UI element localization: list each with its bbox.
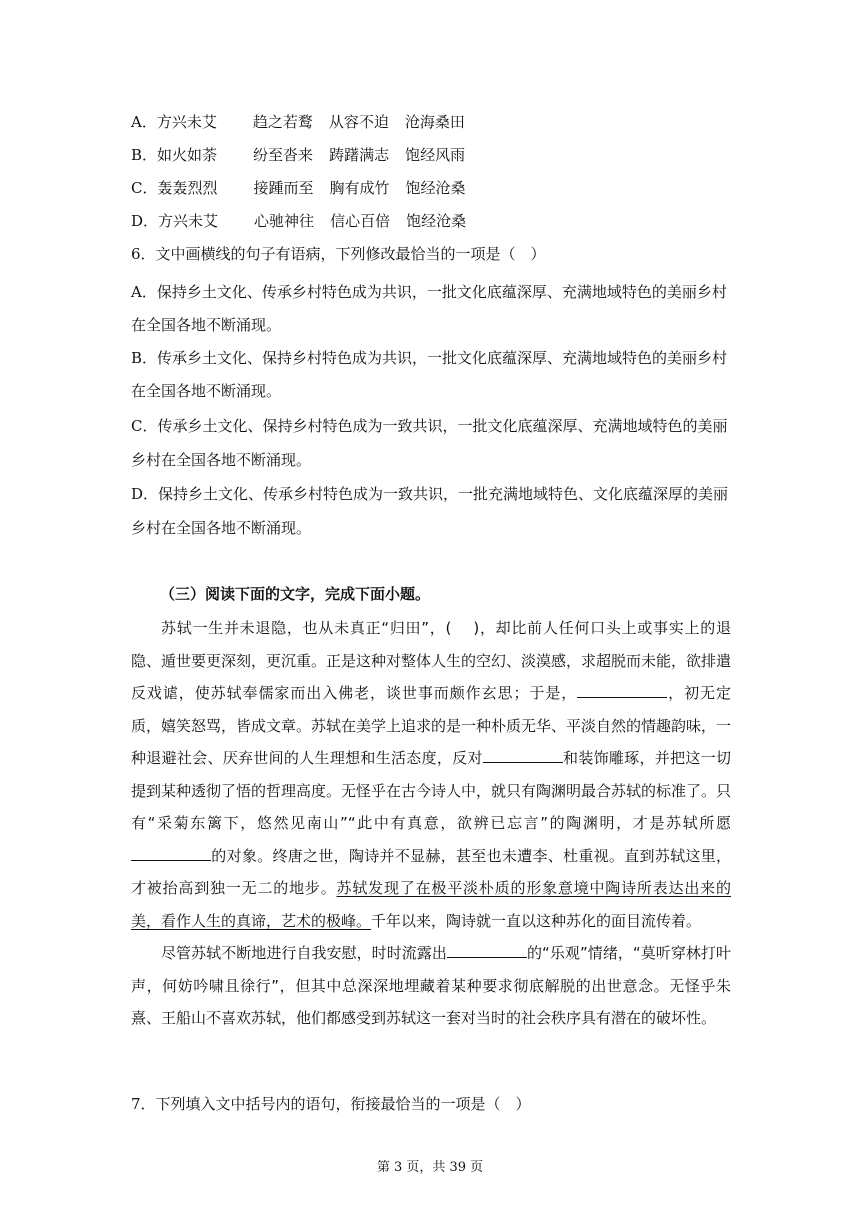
q5-option-b: B．如火如荼 纷至沓来 踌躇满志 饱经风雨 bbox=[131, 146, 466, 164]
passage-paragraph-2: 尽管苏轼不断地进行自我安慰，时时流露出 的“乐观”情绪，“莫听穿林打叶声，何妨吟啸且徐行”，但其中总深深地埋藏着某种要求彻底解脱的出世意念。无怪乎朱熹、王船山不喜欢苏轼，他们都感受到苏轼这一套对当时的社会秩序具有潜在的破坏性。 bbox=[131, 944, 731, 1027]
q6-option-d-line1: D．保持乡土文化、传承乡村特色成为一致共识，一批充满地域特色、文化底蕴深厚的美丽 bbox=[131, 485, 729, 503]
q5-option-d: D．方兴未艾 心驰神往 信心百倍 饱经沧桑 bbox=[131, 212, 467, 230]
answer-blank bbox=[483, 748, 563, 763]
q7-stem: 7．下列填入文中括号内的语句，衔接最恰当的一项是（ ） bbox=[131, 1095, 531, 1113]
answer-blank bbox=[131, 846, 211, 861]
q6-option-a-line1: A．保持乡土文化、传承乡村特色成为共识，一批文化底蕴深厚、充满地域特色的美丽乡村 bbox=[131, 283, 727, 301]
reading-passage bbox=[131, 612, 731, 1035]
q6-option-b-line2: 在全国各地不断涌现。 bbox=[131, 382, 282, 400]
q6-option-c-line2: 乡村在全国各地不断涌现。 bbox=[131, 451, 312, 469]
q6-option-c-line1: C．传承乡土文化、保持乡村特色成为一致共识，一批文化底蕴深厚、充满地域特色的美丽 bbox=[131, 417, 728, 435]
page-footer: 第 3 页，共 39 页 bbox=[376, 1160, 484, 1175]
q6-option-d-line2: 乡村在全国各地不断涌现。 bbox=[131, 519, 312, 537]
answer-blank bbox=[447, 943, 527, 958]
q6-stem: 6．文中画横线的句子有语病，下列修改最恰当的一项是（ ） bbox=[131, 245, 546, 263]
q5-option-a: A．方兴未艾 趋之若鹜 从容不迫 沧海桑田 bbox=[131, 113, 465, 131]
underlined-sentence: 苏轼发现了在极平淡朴质的形象意境中陶诗所表达出来的美，看作人生的真谛，艺术的极峰。 bbox=[131, 879, 731, 930]
q6-option-b-line1: B．传承乡土文化、保持乡村特色成为共识，一批文化底蕴深厚、充满地域特色的美丽乡村 bbox=[131, 349, 728, 367]
section-heading: （三）阅读下面的文字，完成下面小题。 bbox=[160, 585, 431, 603]
q5-option-c: C．轰轰烈烈 接踵而至 胸有成竹 饱经沧桑 bbox=[131, 179, 466, 197]
passage-paragraph-1: 苏轼一生并未退隐，也从未真正“归田”，( )，却比前人任何口头上或事实上的退隐、遁世要更深刻，更沉重。正是这种对整体人生的空幻、淡漠感，求超脱而未能，欲排遣反戏谑，使苏轼奉儒家而出入佛老，谈世事而颇作玄思；于是， ，初无定质，嬉笑怒骂，皆成文章。苏轼在美学上追求的是一种朴质无华、平淡自然的情趣韵味，一种退避社会、厌弃世间的人生理想和生活态度，反对 和装饰雕琢，并把这一切提到某种透彻了悟的哲理高度。无怪乎在古今诗人中，就只有陶渊明最合苏轼的标准了。只有“采菊东篱下，悠然见南山”“此中有真意，欲辨已忘言”的陶渊明，才是苏轼所愿的对象。终唐之世，陶诗并不显赫，甚至也未遭李、杜重视。直到苏轼这里，才被抬高到独一无二的地步。苏轼发现了在极平淡朴质的形象意境中陶诗所表达出来的美，看作人生的真谛，艺术的极峰。千年以来，陶诗就一直以这种苏化的面目流传着。 bbox=[131, 619, 732, 930]
answer-blank bbox=[577, 683, 667, 698]
q6-option-a-line2: 在全国各地不断涌现。 bbox=[131, 316, 282, 334]
